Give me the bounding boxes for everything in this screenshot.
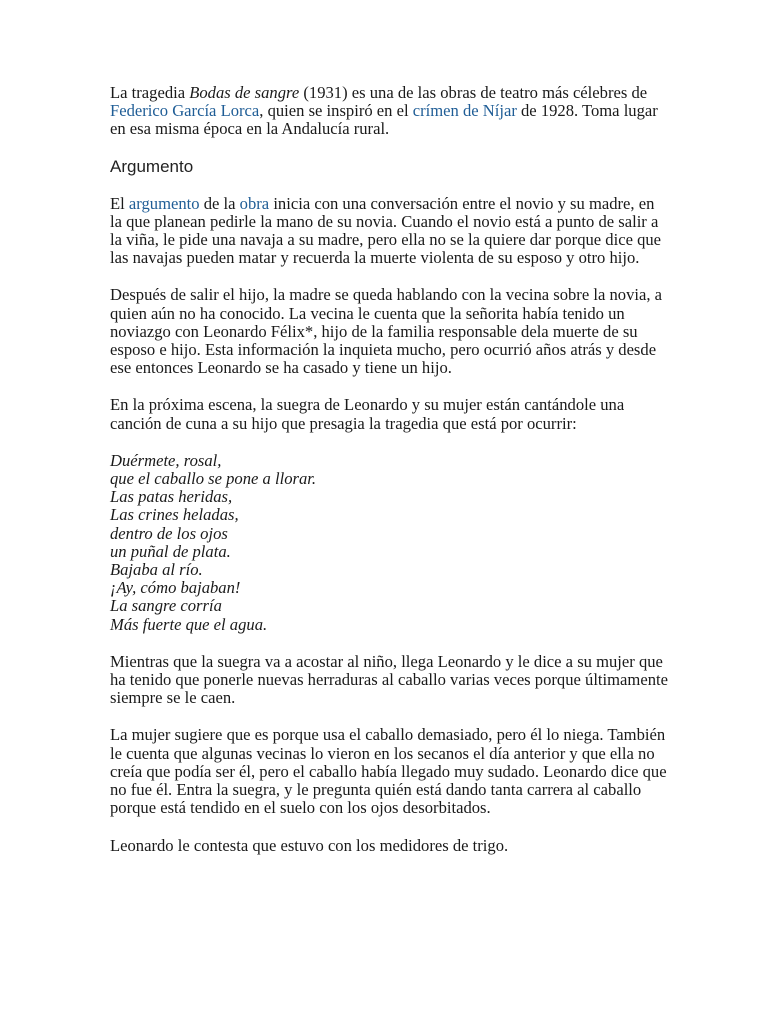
poem-line: La sangre corría	[110, 596, 222, 616]
plot-paragraph-4: Mientras que la suegra va a acostar al niño, llega Leonardo y le dice a su mujer que ha tenido que ponerle nuevas herraduras al caballo varias veces porque últimamente siempre se le caen.	[110, 651, 668, 708]
poem-line: Duérmete, rosal,	[110, 450, 222, 470]
intro-text-1: La tragedia	[110, 83, 190, 102]
plot-paragraph-2: Después de salir el hijo, la madre se queda hablando con la vecina sobre la novia, a quien aún no ha conocido. La vecina le cuenta que la señorita había tenido un noviazgo con Leonardo Félix*, hijo de la familia responsable dela muerte de su esposo e hijo. Esta información la inquieta mucho, pero ocurrió años atrás y desde ese entonces Leonardo se ha casado y tiene un hijo.	[110, 285, 663, 378]
para1-text-1: El	[110, 193, 129, 213]
author-link[interactable]: Federico García Lorca	[110, 101, 260, 121]
crime-link[interactable]: crímen de Níjar	[412, 101, 517, 121]
poem-line: dentro de los ojos	[110, 523, 228, 543]
poem-line: Las crines heladas,	[110, 505, 239, 525]
intro-paragraph	[110, 84, 668, 139]
section-heading: Argumento	[110, 156, 194, 176]
poem-line: Más fuerte que el agua.	[110, 614, 268, 634]
plot-paragraph-1	[110, 195, 668, 268]
obra-link[interactable]: obra	[239, 193, 270, 213]
poem-line: ¡Ay, cómo bajaban!	[110, 578, 241, 598]
plot-paragraph-5: La mujer sugiere que es porque usa el caballo demasiado, pero él lo niega. También le cuenta que algunas vecinas lo vieron en los secanos el día anterior y que ella no creía que podía ser él, pero el caballo había llegado muy sudado. Leonardo dice que no fue él. Entra la suegra, y le pregunta quién está dando tanta carrera al caballo porque está tendido en el suelo con los ojos desorbitados.	[110, 725, 667, 818]
plot-paragraph-3: En la próxima escena, la suegra de Leonardo y su mujer están cantándole una canción de cuna a su hijo que presagia la tragedia que está por ocurrir:	[110, 395, 625, 433]
poem-line: Bajaba al río.	[110, 560, 203, 580]
intro-text-3: , quien se inspiró en el	[259, 101, 413, 121]
plot-paragraph-6: Leonardo le contesta que estuvo con los medidores de trigo.	[110, 835, 509, 855]
para1-text-2: de la	[199, 193, 240, 213]
poem-line: Las patas heridas,	[110, 487, 233, 507]
para1-text-3: inicia con una conversación entre el novio y su madre, en la que planean pedirle la mano de su novia. Cuando el novio está a punto de salir a la viña, le pide una navaja a su madre, pero ella no se la quiere dar porque dice que las navajas pueden matar y recuerda la muerte violenta de su esposo y otro hijo.	[110, 193, 662, 268]
play-title: Bodas de sangre	[189, 83, 300, 102]
argumento-link[interactable]: argumento	[128, 193, 200, 213]
intro-text-4: de 1928. Toma lugar en esa misma época en la Andalucía rural.	[110, 101, 658, 139]
poem-line: un puñal de plata.	[110, 541, 231, 561]
intro-text-2: (1931) es una de las obras de teatro más célebres de	[299, 83, 648, 102]
lullaby-poem	[110, 452, 668, 634]
poem-line: que el caballo se pone a llorar.	[110, 469, 317, 489]
